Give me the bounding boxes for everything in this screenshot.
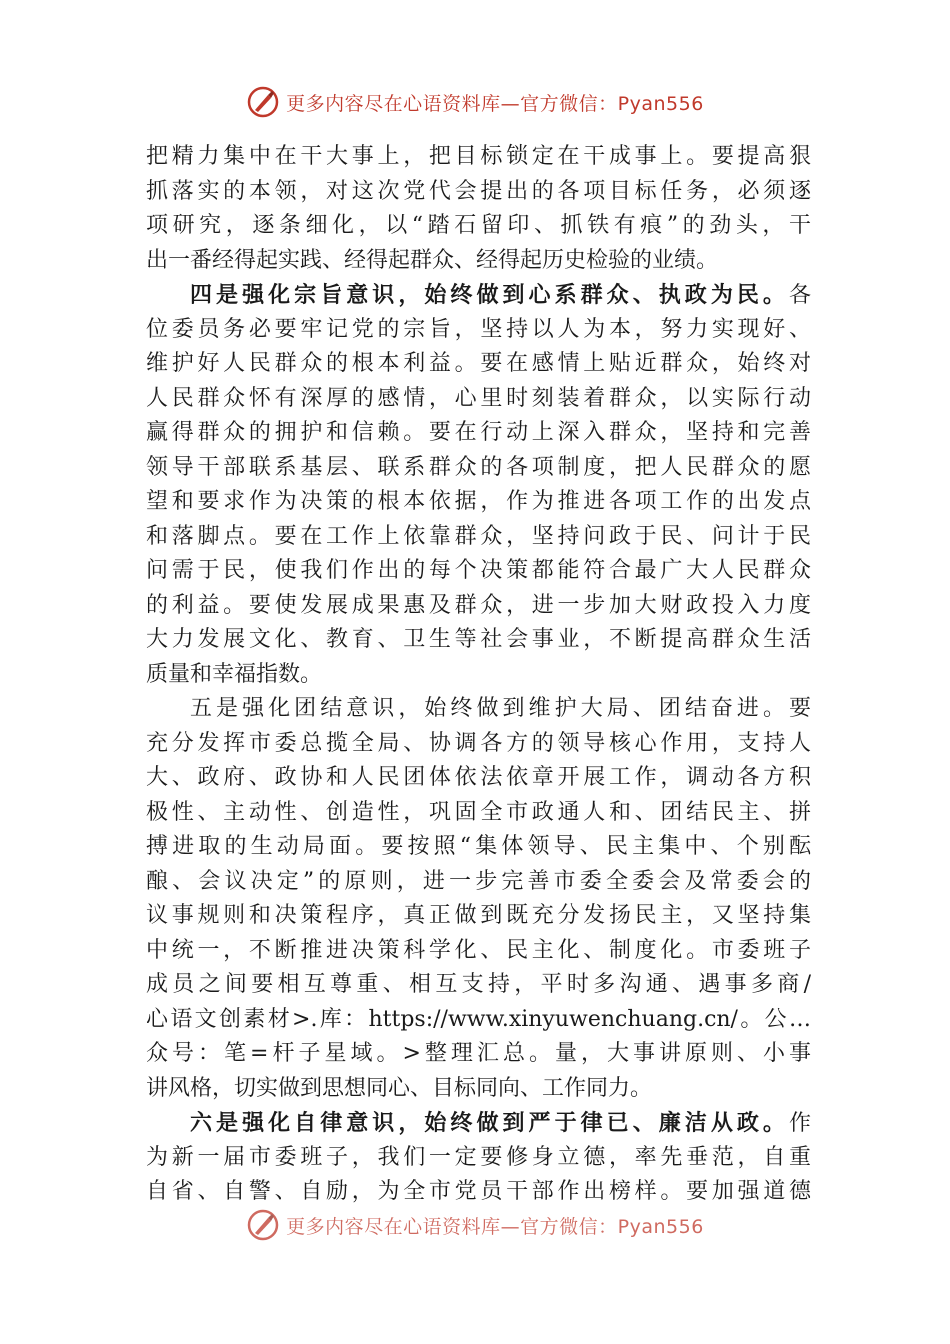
text-line [146, 761, 811, 796]
text-line [146, 623, 811, 658]
text-line [146, 1003, 811, 1038]
text-line [146, 244, 811, 279]
line-text: 项研究，逐条细化，以“踏石留印、抓铁有痕”的劲头，干 [146, 213, 811, 238]
text-line [146, 209, 811, 244]
line-text: 极性、主动性、创造性，巩固全市政通人和、团结民主、拼 [146, 799, 811, 825]
footer-watermark [0, 1205, 950, 1245]
line-text: 自省、自警、自励，为全市党员干部作出榜样。要加强道德 [146, 1179, 811, 1204]
line-text: 和落脚点。要在工作上依靠群众，坚持问政于民、问计于民 [146, 523, 811, 549]
line-text: 为新一届市委班子，我们一定要修身立德，率先垂范，自重 [146, 1144, 811, 1170]
line-text: 酿、会议决定”的原则，进一步完善市委全委会及常委会的 [146, 868, 811, 894]
header-watermark [0, 82, 950, 122]
text-line [146, 796, 811, 831]
line-text: 心语文创素材>.库：https://www.xinyuwenchuang.cn/。公… [146, 1006, 811, 1032]
text-line [146, 140, 811, 175]
watermark-text: 更多内容尽在心语资料库—官方微信：Pyan556 [286, 1215, 704, 1238]
text-line [146, 554, 811, 589]
text-line [146, 830, 811, 865]
text-line [146, 520, 811, 555]
text-line [146, 1037, 811, 1072]
line-text: 质量和幸福指数。 [146, 661, 323, 687]
pen-logo-icon [246, 85, 280, 119]
line-text: 大、政府、政协和人民团体依法依章开展工作，调动各方积 [146, 765, 811, 790]
text-line [146, 658, 811, 693]
line-text: 赢得群众的拥护和信赖。要在行动上深入群众，坚持和完善 [146, 420, 811, 445]
line-text: 作 [788, 1111, 811, 1136]
text-line [146, 1106, 811, 1141]
line-text: 出一番经得起实践、经得起群众、经得起历史检验的业绩。 [146, 247, 719, 273]
text-line [146, 692, 811, 727]
text-line [146, 175, 811, 210]
text-line [146, 416, 811, 451]
line-text: 五是强化团结意识，始终做到维护大局、团结奋进。要 [190, 696, 811, 721]
text-line [146, 899, 811, 934]
text-line [146, 485, 811, 520]
line-text: 抓落实的本领，对这次党代会提出的各项目标任务，必须逐 [146, 178, 811, 204]
text-line [146, 382, 811, 417]
line-text: 成员之间要相互尊重、相互支持，平时多沟通、遇事多商/ [146, 972, 811, 997]
line-text: 中统一，不断推进决策科学化、民主化、制度化。市委班子 [146, 937, 811, 963]
line-text: 搏进取的生动局面。要按照“集体领导、民主集中、个别酝 [146, 834, 811, 859]
line-text: 各 [788, 283, 811, 308]
line-text: 位委员务必要牢记党的宗旨，坚持以人为本，努力实现好、 [146, 316, 811, 342]
text-line [146, 278, 811, 313]
line-text: 众号：笔=杆子星域。>整理汇总。量，大事讲原则、小事 [146, 1041, 811, 1066]
text-line [146, 313, 811, 348]
watermark-text: 更多内容尽在心语资料库—官方微信：Pyan556 [286, 92, 704, 115]
text-line [146, 727, 811, 762]
line-text: 大力发展文化、教育、卫生等社会事业，不断提高群众生活 [146, 627, 811, 652]
line-text: 望和要求作为决策的根本依据，作为推进各项工作的出发点 [146, 489, 811, 514]
bold-heading: 六是强化自律意识，始终做到严于律已、廉洁从政。 [190, 1110, 789, 1136]
bold-heading: 四是强化宗旨意识，始终做到心系群众、执政为民。 [190, 282, 789, 308]
text-line [146, 347, 811, 382]
text-line [146, 934, 811, 969]
line-text: 的利益。要使发展成果惠及群众，进一步加大财政投入力度 [146, 592, 811, 618]
line-text: 人民群众怀有深厚的感情，心里时刻装着群众，以实际行动 [146, 385, 811, 411]
text-line [146, 968, 811, 1003]
line-text: 议事规则和决策程序，真正做到既充分发扬民主，又坚持集 [146, 903, 811, 928]
line-text: 维护好人民群众的根本利益。要在感情上贴近群众，始终对 [146, 351, 811, 376]
document-body [146, 140, 811, 1210]
text-line [146, 1072, 811, 1107]
text-line [146, 865, 811, 900]
line-text: 领导干部联系基层、联系群众的各项制度，把人民群众的愿 [146, 454, 811, 480]
text-line [146, 1141, 811, 1176]
pen-logo-icon [246, 1208, 280, 1242]
text-line [146, 451, 811, 486]
text-line [146, 589, 811, 624]
line-text: 充分发挥市委总揽全局、协调各方的领导核心作用，支持人 [146, 730, 811, 756]
line-text: 把精力集中在干大事上，把目标锁定在干成事上。要提高狠 [146, 144, 811, 169]
line-text: 问需于民，使我们作出的每个决策都能符合最广大人民群众 [146, 558, 811, 583]
line-text: 讲风格，切实做到思想同心、目标同向、工作同力。 [146, 1075, 653, 1101]
